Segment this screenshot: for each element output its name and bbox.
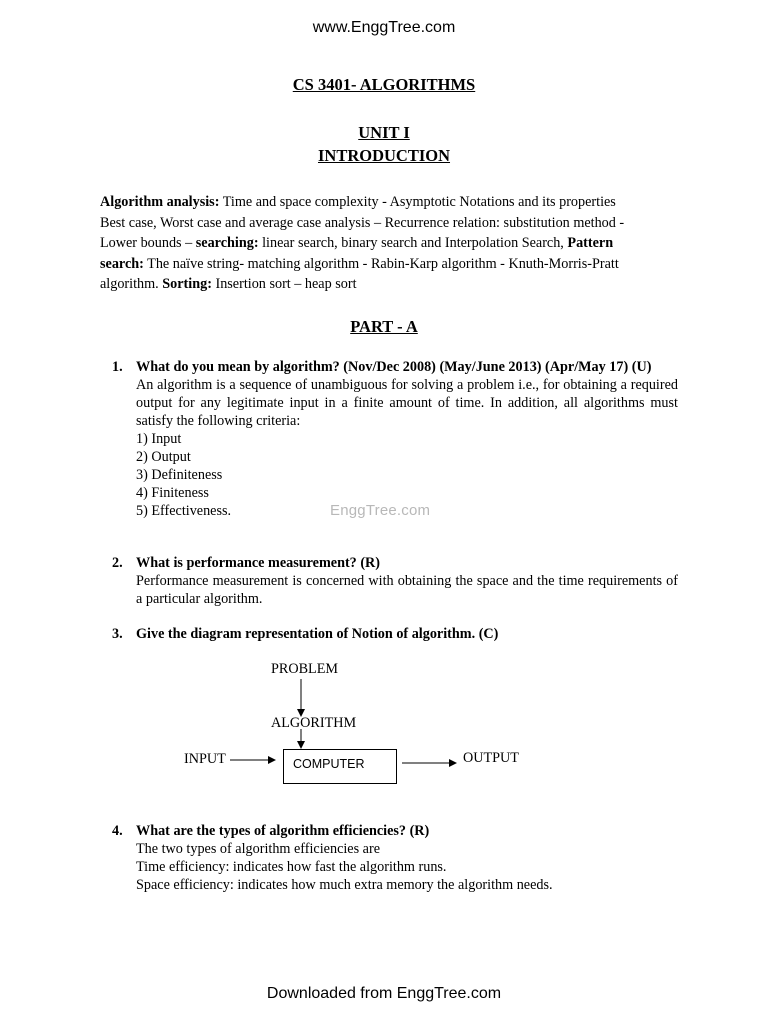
header-site-url: www.EnggTree.com	[312, 19, 456, 36]
syllabus-text: Time and space complexity - Asymptotic Notations and its properties	[219, 194, 616, 210]
syllabus-text: algorithm.	[100, 276, 163, 293]
list-item: 2) Output	[136, 449, 191, 465]
question-text: What are the types of algorithm efficiencies? (R)	[136, 823, 430, 839]
question-4	[112, 822, 678, 894]
list-item: 5) Effectiveness.	[136, 503, 232, 519]
part-heading: PART - A	[350, 317, 418, 336]
answer-line: Space efficiency: indicates how much extra memory the algorithm needs.	[136, 877, 553, 893]
syllabus-text: linear search, binary search and Interpolation Search,	[258, 235, 568, 252]
answer-line: The two types of algorithm efficiencies are	[136, 841, 380, 857]
diagram-algorithm-label: ALGORITHM	[271, 715, 357, 731]
diagram-computer-label: COMPUTER	[293, 757, 365, 771]
syllabus-term: Pattern	[567, 235, 614, 252]
question-text: What is performance measurement? (R)	[136, 555, 381, 571]
watermark: EnggTree.com	[330, 502, 431, 519]
syllabus-term: searching:	[195, 235, 259, 252]
answer-text: Performance measurement is concerned with obtaining the space and the time requirements of a particular algorithm.	[136, 573, 678, 607]
question-number: 1.	[112, 359, 123, 375]
unit-heading: UNIT I	[358, 123, 410, 142]
diagram-input-label: INPUT	[184, 751, 226, 767]
list-item: 3) Definiteness	[136, 467, 223, 483]
syllabus-term: Sorting:	[162, 276, 212, 293]
syllabus-text: The naïve string- matching algorithm - Rabin-Karp algorithm - Knuth-Morris-Pratt	[143, 255, 619, 272]
syllabus-text: Insertion sort – heap sort	[211, 276, 357, 293]
course-title: CS 3401- ALGORITHMS	[292, 75, 476, 94]
syllabus-term: Algorithm analysis:	[100, 194, 220, 210]
question-number: 2.	[112, 555, 123, 571]
unit-title: INTRODUCTION	[317, 146, 451, 165]
diagram-output-label: OUTPUT	[463, 750, 519, 766]
syllabus-term: search:	[100, 255, 144, 272]
footer-download-note: Downloaded from EnggTree.com	[266, 985, 502, 1002]
answer-text	[136, 840, 678, 894]
question-number: 4.	[112, 823, 123, 839]
answer-text: An algorithm is a sequence of unambiguous for solving a problem i.e., for obtaining a required output for any legitimate input in a finite amount of time. In addition, all algorithms must satisfy the following criteria:	[136, 377, 678, 429]
list-item: 1) Input	[136, 431, 182, 447]
syllabus-text: Best case, Worst case and average case analysis – Recurrence relation: substitution method -	[100, 214, 625, 231]
syllabus-text: Lower bounds –	[100, 235, 196, 252]
list-item: 4) Finiteness	[136, 485, 209, 501]
question-text: Give the diagram representation of Notion of algorithm. (C)	[136, 626, 499, 642]
question-number: 3.	[112, 626, 123, 642]
question-text: What do you mean by algorithm? (Nov/Dec 2008) (May/June 2013) (Apr/May 17) (U)	[136, 359, 652, 375]
diagram-problem-label: PROBLEM	[271, 661, 339, 677]
answer-line: Time efficiency: indicates how fast the algorithm runs.	[136, 859, 447, 875]
